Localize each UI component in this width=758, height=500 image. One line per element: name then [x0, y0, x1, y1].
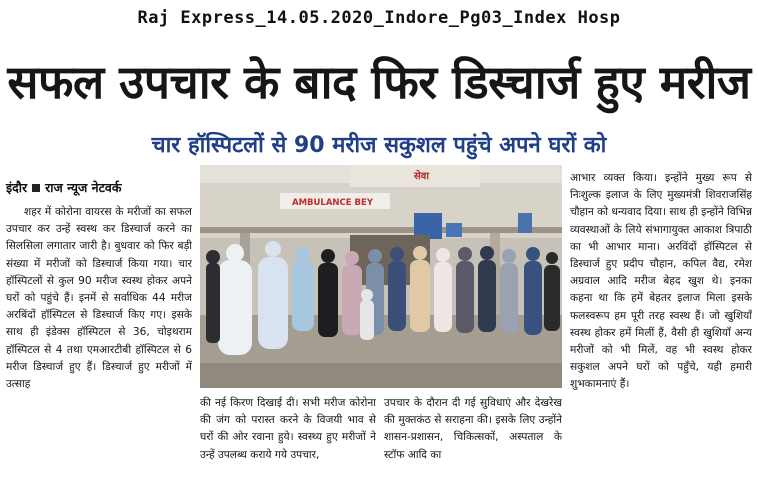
clipping-label: Raj Express_14.05.2020_Indore_Pg03_Index Hosp: [137, 8, 621, 28]
photo-illustration: [200, 165, 562, 388]
subheadline: चार हॉस्पिटलों से 90 मरीज सकुशल पहुंचे अपने घरों को: [151, 133, 607, 158]
dateline-city: इंदौर: [6, 180, 28, 195]
article-column-4: आभार व्यक्त किया। इन्होंने मुख्य रूप से निःशुल्क इलाज के लिए मुख्यमंत्री शिवराजसिंह चौहान को धन्यवाद दिया। साथ ही इन्होंने विभिन्न व्यवस्थाओं के लिये संभागायुक्त आकाश त्रिपाठी का भी आभार माना। अरविंदों हॉस्पिटल से डिस्चार्ज हुए प्रदीप चौहान, कपिल वैद्य, रमेश अग्रवाल आदि मरीज बेहद खुश थे। इनका कहना था कि हमें बेहतर इलाज मिला इसके फलस्वरूप हम पूरी तरह स्वस्थ हैं। जो खुशियाँ स्वस्थ होकर हमें मिलीं हैं, वैसी ही खुशियाँ अन्य मरीजों को भी मिलें, वह भी स्वस्थ होकर सकुशल अपने घरों को पहुँचे, यही हमारी शुभकामनाएं हैं।: [570, 172, 752, 391]
dateline: [6, 179, 121, 196]
dateline-agency: राज न्यूज नेटवर्क: [45, 180, 122, 195]
hospital-sign-text: सेवा: [414, 171, 429, 182]
square-bullet-icon: [32, 184, 40, 192]
article-column-2: की नई किरण दिखाई दी। सभी मरीज कोरोना की जंग को परास्त करने के विजयी भाव से घरों की ओर रवाना हुये। स्वस्थ्य हुए मरीजों ने उन्हें उपलब्ध कराये गये उपचार,: [200, 397, 376, 461]
ambulance-bay-sign: AMBULANCE BEY: [292, 198, 373, 208]
headline: सफल उपचार के बाद फिर डिस्चार्ज हुए मरीज: [7, 55, 751, 109]
article-column-3: उपचार के दौरान दी गई सुविधाएं और देखरेख की मुक्तकंठ से सराहना की। इसके लिए उन्होंने शासन-प्रशासन, चिकित्सकों, अस्पताल के स्टॉफ आदि का: [384, 397, 562, 461]
article-column-1: शहर में कोरोना वायरस के मरीजों का सफल उपचार कर उन्हें स्वस्थ कर डिस्चार्ज करने का सिलसिला लगातार जारी है। बुधवार को फिर बड़ी संख्या में मरीजों को डिस्चार्ज किया गया। चार हॉस्पिटलों से कुल 90 मरीज स्वस्थ होकर अपने घरों को पहुंचे हैं। इनमें से सर्वाधिक 44 मरीज अरबिंदों हॉस्पिटल से डिस्चार्ज किए गए। इसके साथ ही इंडेक्स हॉस्पिटल से 36, चोइथराम हॉस्पिटल से 4 तथा एमआरटीबी हॉस्पिटल से 6 मरीज डिस्चार्ज हुए हैं। डिस्चार्ज हुए मरीजों में उत्साह: [6, 206, 192, 391]
news-photo: [200, 165, 562, 388]
